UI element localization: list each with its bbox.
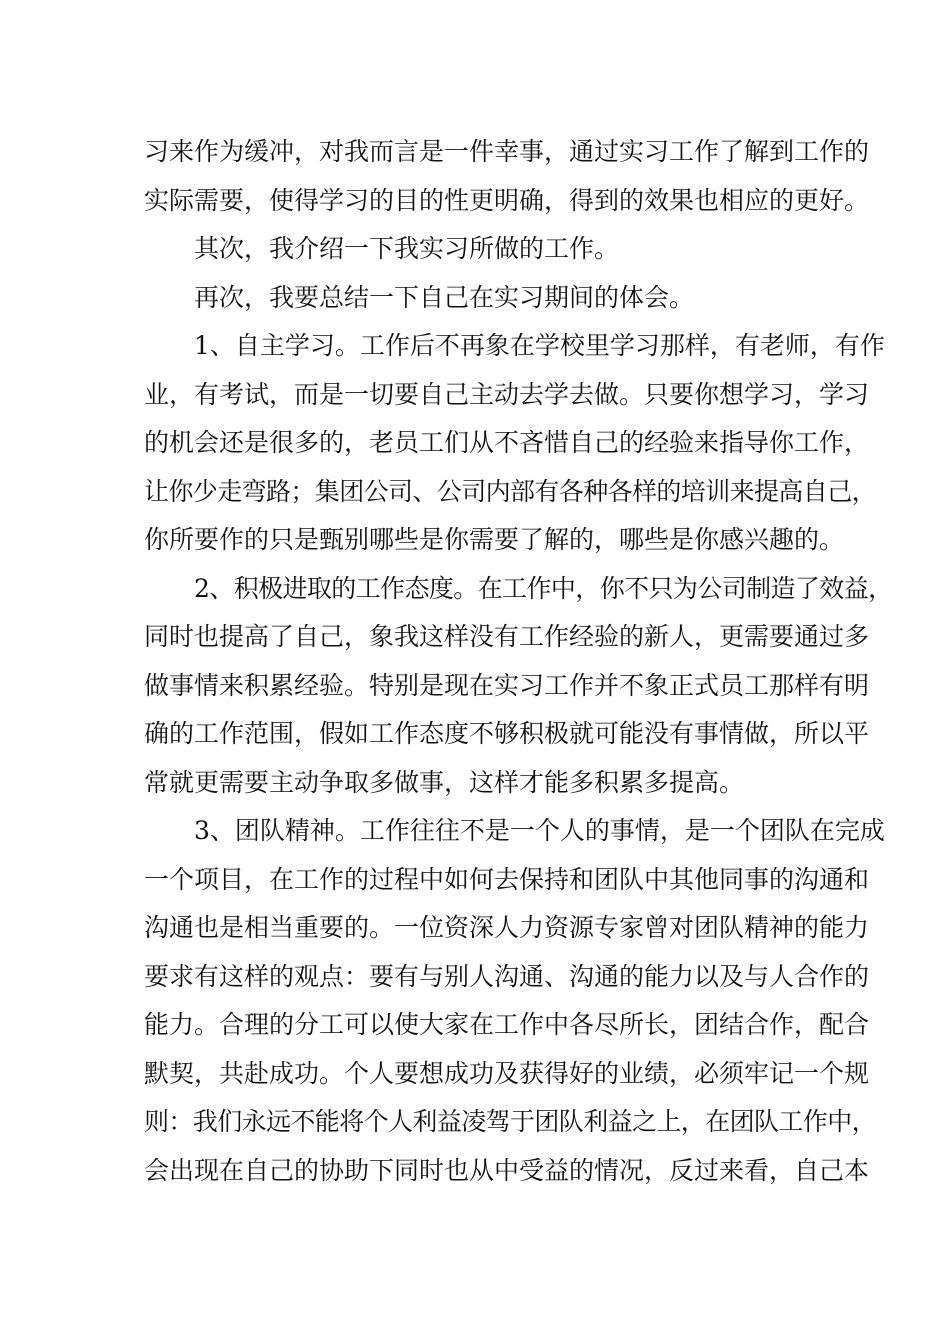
text-line: 的机会还是很多的，老员工们从不吝惜自己的经验来指导你工作， [144,428,870,457]
text-line: 确的工作范围，假如工作态度不够积极就可能没有事情做，所以平 [144,719,870,748]
text-line: 默契，共赴成功。个人要想成功及获得好的业绩，必须牢记一个规 [144,1058,870,1088]
body-text [144,128,893,1195]
paragraph-line: 其次，我介绍一下我实习所做的工作。 [194,234,620,263]
text-line: 则：我们永远不能将个人利益凌驾于团队利益之上，在团队工作中， [144,1107,877,1136]
text-line: 会出现在自己的协助下同时也从中受益的情况，反过来看，自己本 [144,1155,870,1185]
text-line: 一个项目，在工作的过程中如何去保持和团队中其他同事的沟通和 [144,864,870,894]
text-line: 能力。合理的分工可以使大家在工作中各尽所长，团结合作，配合 [144,1010,870,1039]
paragraph-line: 3、团队精神。工作往往不是一个人的事情，是一个团队在完成 [194,816,885,845]
paragraph-line: 2、积极进取的工作态度。在工作中，你不只为公司制造了效益， [194,573,893,603]
paragraph-line: 再次，我要总结一下自己在实习期间的体会。 [194,282,695,312]
text-line: 做事情来积累经验。特别是现在实习工作并不象正式员工那样有明 [144,670,870,700]
text-line: 你所要作的只是甄别哪些是你需要了解的，哪些是你感兴趣的。 [144,525,845,554]
text-line: 业，有考试，而是一切要自己主动去学去做。只要你想学习，学习 [144,379,870,409]
text-line: 同时也提高了自己，象我这样没有工作经验的新人，更需要通过多 [144,622,870,651]
text-line: 习来作为缓冲，对我而言是一件幸事，通过实习工作了解到工作的 [144,137,870,166]
text-line: 让你少走弯路；集团公司、公司内部有各种各样的培训来提高自己， [144,476,877,506]
paragraph-line: 1、自主学习。工作后不再象在学校里学习那样，有老师，有作 [194,331,885,360]
text-line: 沟通也是相当重要的。一位资深人力资源专家曾对团队精神的能力 [144,913,870,942]
text-line: 实际需要，使得学习的目的性更明确，得到的效果也相应的更好。 [144,185,870,215]
text-line: 常就更需要主动争取多做事，这样才能多积累多提高。 [144,767,745,797]
text-line: 要求有这样的观点：要有与别人沟通、沟通的能力以及与人合作的 [144,961,870,991]
